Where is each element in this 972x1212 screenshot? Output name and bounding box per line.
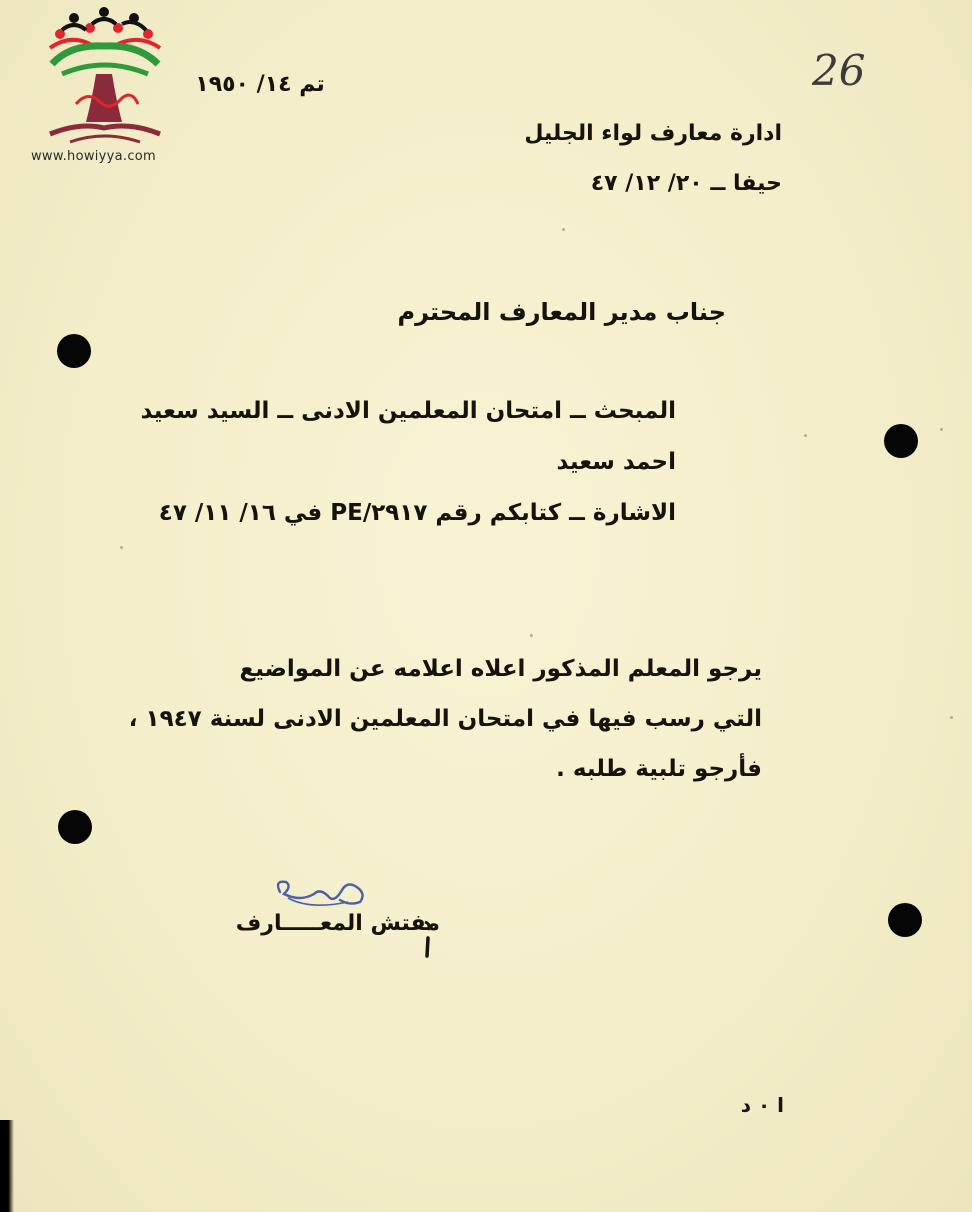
salutation: جناب مدير المعارف المحترم bbox=[397, 298, 726, 326]
signature-title: مفتش المعـــــارف bbox=[235, 911, 440, 936]
punch-hole bbox=[888, 903, 922, 937]
punch-hole bbox=[57, 334, 91, 368]
punch-hole bbox=[58, 810, 92, 844]
organization-name: ادارة معارف لواء الجليل bbox=[524, 121, 782, 146]
body-line-2: التي رسب فيها في امتحان المعلمين الادنى لسنة ١٩٤٧ ، bbox=[128, 706, 762, 732]
paper-speck bbox=[530, 634, 533, 637]
footer-initials: ا ٠ د bbox=[740, 1093, 784, 1117]
body-line-1: يرجو المعلم المذكور اعلاه اعلامه عن المواضيع bbox=[239, 656, 762, 682]
subject-line: المبحث ــ امتحان المعلمين الادنى ــ السيد سعيد bbox=[140, 398, 676, 424]
page-number: 26 bbox=[812, 46, 866, 95]
received-stamp: تم ١٤/ ١٩٥٠ bbox=[195, 72, 325, 97]
subject-name: احمد سعيد bbox=[556, 449, 676, 475]
paper-speck bbox=[950, 716, 953, 719]
place-date: حيفا ــ ٢٠/ ١٢/ ٤٧ bbox=[590, 171, 782, 196]
reference-line: الاشارة ــ كتابكم رقم ٢٩١٧/PE في ١٦/ ١١/ ٤٧ bbox=[158, 500, 676, 526]
punch-hole bbox=[884, 424, 918, 458]
paper-speck bbox=[120, 546, 123, 549]
paper-speck bbox=[804, 434, 807, 437]
body-line-3: فأرجو تلبية طلبه . bbox=[556, 756, 762, 782]
signature-mark bbox=[421, 918, 435, 960]
scan-edge-shadow bbox=[0, 1120, 14, 1212]
paper-speck bbox=[562, 228, 565, 231]
site-url: www.howiyya.com bbox=[31, 149, 157, 164]
paper-speck bbox=[940, 428, 943, 431]
howiyya-logo bbox=[40, 4, 170, 149]
